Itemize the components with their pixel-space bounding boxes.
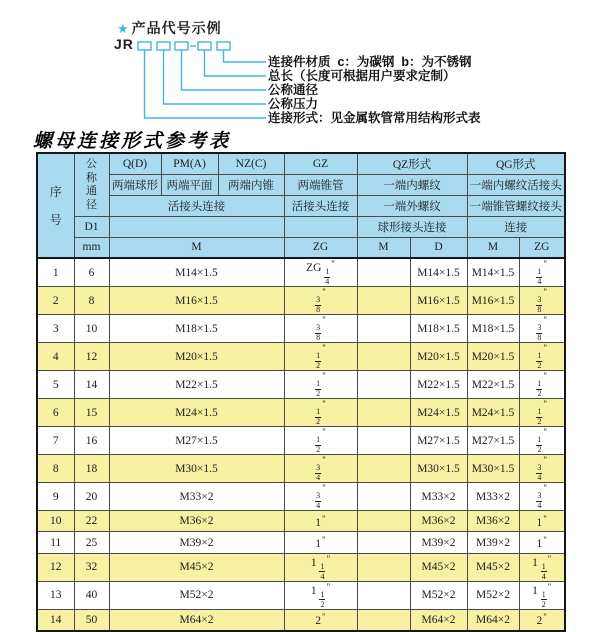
table-row — [37, 315, 565, 343]
header-desc-qz: 一端内螺纹 — [357, 174, 467, 195]
code-box — [217, 42, 230, 50]
connector-line — [205, 50, 267, 76]
qg-m-cell: M39×2 — [467, 532, 519, 553]
gz-cell: 1 $\frac{1}{4}$ " — [284, 553, 357, 581]
header-unit-zg: ZG — [284, 237, 357, 258]
code-box — [175, 42, 188, 50]
qg-m-cell: M20×1.5 — [467, 343, 519, 371]
gz-cell: $\frac{1}{2}$ " — [284, 343, 357, 371]
dia-cell: 40 — [74, 581, 109, 609]
qz-m-cell — [357, 455, 410, 483]
dia-cell: 32 — [74, 553, 109, 581]
gz-cell: $\frac{3}{4}$ " — [284, 455, 357, 483]
header-code-qg: QG形式 — [467, 153, 565, 174]
m-cell: M18×1.5 — [109, 315, 284, 343]
gz-cell: 1 $\frac{1}{2}$ " — [284, 581, 357, 609]
m-cell: M45×2 — [109, 553, 284, 581]
connector-line — [145, 50, 267, 118]
qg-m-cell: M36×2 — [467, 511, 519, 532]
table-row — [37, 483, 565, 511]
header-code-q: Q(D) — [109, 153, 161, 174]
diagram-label: 连接形式：见金属软管常用结构形式表 — [268, 111, 481, 125]
header-desc-pm: 两端平面 — [161, 174, 218, 195]
table-row — [37, 427, 565, 455]
m-cell: M33×2 — [109, 483, 284, 511]
seq-cell: 5 — [37, 371, 74, 399]
qz-m-cell — [357, 553, 410, 581]
seq-cell: 1 — [37, 258, 74, 287]
connector-line — [224, 50, 267, 62]
qg-zg-cell: 1" — [519, 532, 565, 553]
seq-cell: 7 — [37, 427, 74, 455]
dia-cell: 16 — [74, 427, 109, 455]
qz-d-cell: M45×2 — [410, 553, 467, 581]
qz-m-cell — [357, 371, 410, 399]
header-connection: 连接 — [467, 216, 565, 237]
page-title: 螺母连接形式参考表 — [33, 131, 232, 152]
qz-d-cell: M22×1.5 — [410, 371, 467, 399]
qz-m-cell — [357, 581, 410, 609]
qg-zg-cell: 1 $\frac{1}{4}$ " — [519, 553, 565, 581]
star-icon: ★ — [117, 21, 130, 36]
header-qg-taper-thread-joint: 一端锥管螺纹接头 — [467, 195, 565, 216]
qg-zg-cell: $\frac{3}{8}$ " — [519, 315, 565, 343]
seq-cell: 8 — [37, 455, 74, 483]
qg-zg-cell: $\frac{1}{2}$ " — [519, 427, 565, 455]
table-row — [37, 399, 565, 427]
table-row — [37, 343, 565, 371]
qg-m-cell: M52×2 — [467, 581, 519, 609]
header-code-gz: GZ — [284, 153, 357, 174]
qz-d-cell: M27×1.5 — [410, 427, 467, 455]
gz-cell: 2" — [284, 609, 357, 630]
qz-m-cell — [357, 532, 410, 553]
header-nominal-diameter: 公 称 通 径 — [74, 153, 109, 216]
gz-cell: $\frac{1}{2}$ " — [284, 427, 357, 455]
header-union-connection-gz: 活接头连接 — [284, 195, 357, 216]
qg-m-cell: M14×1.5 — [467, 258, 519, 287]
header-desc-q: 两端球形 — [109, 174, 161, 195]
m-cell: M24×1.5 — [109, 399, 284, 427]
diagram-label: 公称通径 — [268, 83, 319, 97]
qg-m-cell: M22×1.5 — [467, 371, 519, 399]
gz-cell: $\frac{1}{2}$ " — [284, 371, 357, 399]
qg-zg-cell: $\frac{3}{4}$ " — [519, 483, 565, 511]
qg-m-cell: M27×1.5 — [467, 427, 519, 455]
code-box — [138, 42, 151, 50]
header-unit-qg-m: M — [467, 237, 519, 258]
qg-zg-cell: 1 $\frac{1}{2}$ " — [519, 581, 565, 609]
dia-cell: 22 — [74, 511, 109, 532]
dia-cell: 18 — [74, 455, 109, 483]
diagram-label: 连接件材质 c：为碳钢 b：为不锈钢 — [268, 55, 472, 69]
m-cell: M27×1.5 — [109, 427, 284, 455]
qz-m-cell — [357, 258, 410, 287]
header-d1: D1 — [74, 216, 109, 237]
connector-line — [164, 50, 267, 104]
m-cell: M14×1.5 — [109, 258, 284, 287]
seq-cell: 11 — [37, 532, 74, 553]
qz-d-cell: M64×2 — [410, 609, 467, 630]
qz-m-cell — [357, 287, 410, 315]
seq-cell: 10 — [37, 511, 74, 532]
header-unit-qz-d: D — [410, 237, 467, 258]
gz-cell: $\frac{3}{4}$ " — [284, 483, 357, 511]
table-row — [37, 455, 565, 483]
seq-cell: 2 — [37, 287, 74, 315]
qg-zg-cell: $\frac{3}{4}$ " — [519, 455, 565, 483]
table-row — [37, 371, 565, 399]
header-desc-qg: 一端内螺纹活接头 — [467, 174, 565, 195]
gz-cell: $\frac{1}{2}$ " — [284, 399, 357, 427]
table-row — [37, 553, 565, 581]
header-unit-qg-zg: ZG — [519, 237, 565, 258]
dia-cell: 6 — [74, 258, 109, 287]
qz-m-cell — [357, 609, 410, 630]
table-row — [37, 287, 565, 315]
qz-d-cell: M30×1.5 — [410, 455, 467, 483]
qg-m-cell: M24×1.5 — [467, 399, 519, 427]
qz-d-cell: M36×2 — [410, 511, 467, 532]
qz-m-cell — [357, 427, 410, 455]
table-row — [37, 511, 565, 532]
diagram-label: 总长（长度可根据用户要求定制） — [268, 69, 456, 83]
table-body — [37, 258, 565, 631]
header-code-nz: NZ(C) — [218, 153, 284, 174]
seq-cell: 9 — [37, 483, 74, 511]
qg-zg-cell: $\frac{1}{2}$ " — [519, 399, 565, 427]
dia-cell: 15 — [74, 399, 109, 427]
m-cell: M36×2 — [109, 511, 284, 532]
qz-d-cell: M24×1.5 — [410, 399, 467, 427]
qz-m-cell — [357, 483, 410, 511]
qz-d-cell: M20×1.5 — [410, 343, 467, 371]
nut-connection-reference-table — [36, 152, 566, 632]
header-union-connection: 活接头连接 — [109, 195, 284, 216]
qg-zg-cell: $\frac{1}{2}$ " — [519, 371, 565, 399]
dia-cell: 50 — [74, 609, 109, 630]
qz-d-cell: M52×2 — [410, 581, 467, 609]
seq-cell: 4 — [37, 343, 74, 371]
header-seq: 序 号 — [37, 153, 74, 258]
product-code-prefix: JR — [114, 36, 134, 52]
qg-m-cell: M18×1.5 — [467, 315, 519, 343]
m-cell: M39×2 — [109, 532, 284, 553]
dia-cell: 12 — [74, 343, 109, 371]
m-cell: M22×1.5 — [109, 371, 284, 399]
qg-m-cell: M45×2 — [467, 553, 519, 581]
qz-d-cell: M18×1.5 — [410, 315, 467, 343]
gz-cell: $\frac{3}{8}$ " — [284, 315, 357, 343]
dia-cell: 20 — [74, 483, 109, 511]
qg-zg-cell: $\frac{1}{4}$ " — [519, 258, 565, 287]
code-box — [198, 42, 211, 50]
gz-cell: ZG $\frac{1}{4}$ " — [284, 258, 357, 287]
qg-m-cell: M33×2 — [467, 483, 519, 511]
seq-cell: 3 — [37, 315, 74, 343]
gz-cell: 1" — [284, 532, 357, 553]
qg-m-cell: M16×1.5 — [467, 287, 519, 315]
header-empty — [284, 216, 357, 237]
seq-cell: 6 — [37, 399, 74, 427]
qz-d-cell: M39×2 — [410, 532, 467, 553]
header-unit-qz-m: M — [357, 237, 410, 258]
m-cell: M30×1.5 — [109, 455, 284, 483]
qg-zg-cell: 2" — [519, 609, 565, 630]
m-cell: M64×2 — [109, 609, 284, 630]
seq-cell: 14 — [37, 609, 74, 630]
dia-cell: 8 — [74, 287, 109, 315]
qg-zg-cell: 1" — [519, 511, 565, 532]
header-unit-m: M — [109, 237, 284, 258]
table-row — [37, 609, 565, 630]
m-cell: M16×1.5 — [109, 287, 284, 315]
header-empty — [109, 216, 284, 237]
qz-d-cell: M33×2 — [410, 483, 467, 511]
dia-cell: 10 — [74, 315, 109, 343]
dia-cell: 25 — [74, 532, 109, 553]
seq-cell: 13 — [37, 581, 74, 609]
seq-cell: 12 — [37, 553, 74, 581]
m-cell: M20×1.5 — [109, 343, 284, 371]
qg-zg-cell: $\frac{3}{8}$ " — [519, 287, 565, 315]
qz-m-cell — [357, 511, 410, 532]
header-ball-joint-connection: 球形接头连接 — [357, 216, 467, 237]
qg-m-cell: M30×1.5 — [467, 455, 519, 483]
header-desc-nz: 两端内锥 — [218, 174, 284, 195]
header-code-pm: PM(A) — [161, 153, 218, 174]
table-row — [37, 258, 565, 287]
code-box — [157, 42, 170, 50]
header-mm: mm — [74, 237, 109, 258]
diagram-label: 公称压力 — [268, 97, 319, 111]
table-row — [37, 581, 565, 609]
m-cell: M52×2 — [109, 581, 284, 609]
header-qz-external-thread: 一端外螺纹 — [357, 195, 467, 216]
diagram-title-text: 产品代号示例 — [131, 20, 222, 36]
qz-d-cell: M14×1.5 — [410, 258, 467, 287]
gz-cell: $\frac{3}{8}$ " — [284, 287, 357, 315]
qg-m-cell: M64×2 — [467, 609, 519, 630]
gz-cell: 1" — [284, 511, 357, 532]
qz-m-cell — [357, 343, 410, 371]
qg-zg-cell: $\frac{1}{2}$ " — [519, 343, 565, 371]
header-desc-gz: 两端锥管 — [284, 174, 357, 195]
header-code-qz: QZ形式 — [357, 153, 467, 174]
qz-m-cell — [357, 315, 410, 343]
qz-m-cell — [357, 399, 410, 427]
table-row — [37, 532, 565, 553]
dia-cell: 14 — [74, 371, 109, 399]
qz-d-cell: M16×1.5 — [410, 287, 467, 315]
